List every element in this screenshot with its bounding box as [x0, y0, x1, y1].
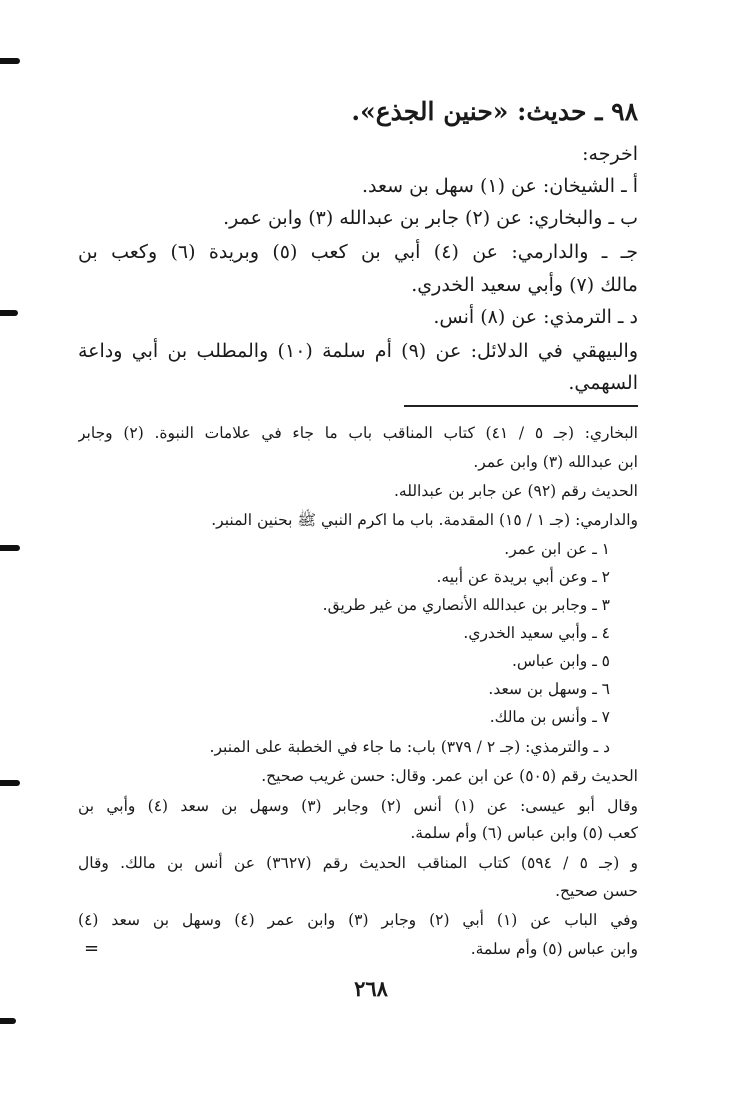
footnote-line: وفي الباب عن (١) أبي (٢) وجابر (٣) وابن عمر (٤) وسهل بن سعد (٤) — [78, 911, 638, 929]
footnote-list-item: ٧ ـ وأنس بن مالك. — [489, 708, 610, 726]
margin-mark — [0, 58, 20, 64]
footnote-list-item: ٥ ـ وابن عباس. — [511, 652, 610, 670]
main-line-bayhaqi-cont: السهمي. — [568, 372, 638, 394]
margin-mark — [0, 780, 20, 786]
footnote-separator — [404, 405, 638, 407]
margin-mark — [0, 310, 18, 316]
footnote-line: ابن عبدالله (٣) وابن عمر. — [473, 453, 638, 471]
footnote-line: الحديث رقم (٩٢) عن جابر بن عبدالله. — [393, 482, 638, 500]
footnote-line: وابن عباس (٥) وأم سلمة. — [470, 940, 638, 958]
footnote-line: الحديث رقم (٥٠٥) عن ابن عمر. وقال: حسن غريب صحيح. — [261, 767, 638, 785]
footnote-list-item: ٦ ـ وسهل بن سعد. — [488, 680, 610, 698]
footnote-list-item: ١ ـ عن ابن عمر. — [504, 540, 610, 558]
footnote-line: د ـ والترمذي: (جـ ٢ / ٣٧٩) باب: ما جاء في الخطبة على المنبر. — [209, 738, 610, 756]
intro-line: اخرجه: — [582, 143, 638, 165]
footnote-line: حسن صحيح. — [555, 882, 638, 900]
main-line-jim-cont: مالك (٧) وأبي سعيد الخدري. — [411, 274, 638, 296]
page-number: ٢٦٨ — [354, 976, 388, 1001]
margin-mark — [0, 545, 20, 551]
main-line-bayhaqi: والبيهقي في الدلائل: عن (٩) أم سلمة (١٠) والمطلب بن أبي وداعة — [78, 340, 638, 362]
footnote-line: البخاري: (جـ ٥ / ٤١) كتاب المناقب باب ما جاء في علامات النبوة. (٢) وجابر — [78, 424, 638, 442]
main-line-dal: د ـ الترمذي: عن (٨) أنس. — [433, 306, 638, 328]
main-line-ba: ب ـ والبخاري: عن (٢) جابر بن عبدالله (٣) وابن عمر. — [223, 207, 638, 229]
footnote-line: و (جـ ٥ / ٥٩٤) كتاب المناقب الحديث رقم (٣٦٢٧) عن أنس بن مالك. وقال — [78, 854, 638, 872]
main-line-alif: أ ـ الشيخان: عن (١) سهل بن سعد. — [361, 175, 638, 197]
footnote-line: وقال أبو عيسى: عن (١) أنس (٢) وجابر (٣) وسهل بن سعد (٤) وأبي بن — [78, 797, 638, 815]
continuation-mark: = — [84, 938, 100, 959]
main-line-jim: جـ ـ والدارمي: عن (٤) أبي بن كعب (٥) وبريدة (٦) وكعب بن — [78, 241, 638, 263]
hadith-heading: ٩٨ ـ حديث: «حنين الجذع». — [351, 97, 638, 126]
footnote-list-item: ٢ ـ وعن أبي بريدة عن أبيه. — [436, 568, 610, 586]
margin-mark — [0, 1018, 16, 1024]
footnote-list-item: ٤ ـ وأبي سعيد الخدري. — [463, 624, 610, 642]
footnote-line: كعب (٥) وابن عباس (٦) وأم سلمة. — [410, 824, 638, 842]
footnote-list-item: ٣ ـ وجابر بن عبدالله الأنصاري من غير طريق. — [322, 596, 610, 614]
footnote-line: والدارمي: (جـ ١ / ١٥) المقدمة. باب ما اكرم النبي ﷺ بحنين المنبر. — [211, 511, 638, 529]
